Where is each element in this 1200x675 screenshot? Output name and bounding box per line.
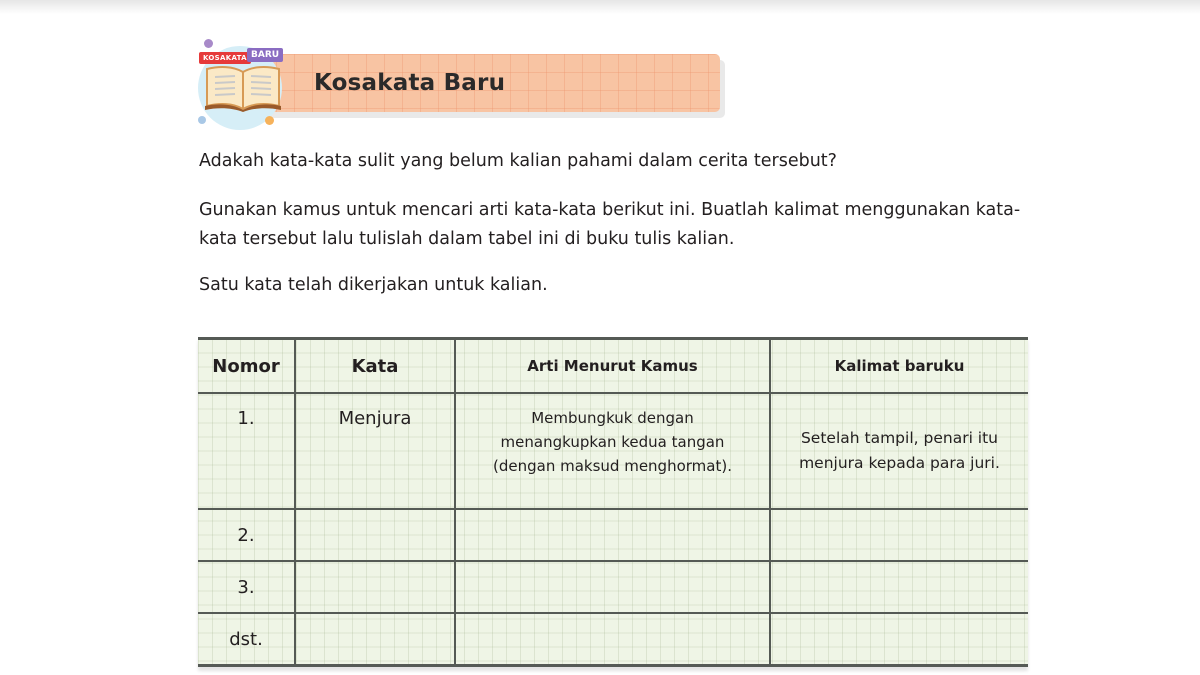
top-edge-shadow: [0, 0, 1200, 14]
cell-nomor: 3.: [198, 561, 295, 613]
header-kalimat: Kalimat baruku: [770, 339, 1028, 394]
paragraph-question: Adakah kata-kata sulit yang belum kalian pahami dalam cerita tersebut?: [199, 151, 837, 171]
header-arti: Arti Menurut Kamus: [455, 339, 770, 394]
paragraph-note: Satu kata telah dikerjakan untuk kalian.: [199, 275, 548, 295]
table-row: [198, 393, 1028, 509]
cell-kata: Menjura: [295, 393, 455, 509]
header-kata: Kata: [295, 339, 455, 394]
section-title: Kosakata Baru: [314, 70, 506, 96]
paragraph-instruction: Gunakan kamus untuk mencari arti kata-kata berikut ini. Buatlah kalimat menggunakan kata-kata tersebut lalu tulislah dalam tabel ini di buku tulis kalian.: [199, 200, 1021, 249]
cell-kalimat-empty: [770, 561, 1028, 613]
table-header-row: [198, 339, 1028, 394]
table-row: [198, 561, 1028, 613]
cell-nomor: 2.: [198, 509, 295, 561]
cell-arti-line: menangkupkan kedua tangan: [500, 433, 725, 451]
cell-kalimat-empty: [770, 509, 1028, 561]
badge-label: BARU: [247, 48, 283, 62]
cell-kata-empty: [295, 509, 455, 561]
cell-kalimat-empty: [770, 613, 1028, 666]
table-row: [198, 509, 1028, 561]
cell-kalimat-line: menjura kepada para juri.: [799, 454, 1000, 472]
decorative-dot: [204, 39, 213, 48]
cell-nomor: 1.: [198, 393, 295, 509]
badge-tag: KOSAKATA: [199, 52, 251, 64]
cell-arti-empty: [455, 613, 770, 666]
open-book-icon: [201, 60, 285, 112]
cell-arti-line: (dengan maksud menghormat).: [493, 457, 732, 475]
vocabulary-table: [198, 337, 1028, 667]
cell-arti-empty: [455, 509, 770, 561]
header-nomor: Nomor: [198, 339, 295, 394]
cell-arti-empty: [455, 561, 770, 613]
cell-kata-empty: [295, 561, 455, 613]
cell-kalimat-line: Setelah tampil, penari itu: [800, 429, 999, 447]
cell-kata-empty: [295, 613, 455, 666]
decorative-dot: [198, 116, 206, 124]
decorative-dot: [265, 116, 274, 125]
cell-arti-line: Membungkuk dengan: [531, 409, 694, 427]
cell-kalimat: [770, 393, 1028, 509]
cell-arti: [455, 393, 770, 509]
cell-nomor: dst.: [198, 613, 295, 666]
table-row: [198, 613, 1028, 666]
